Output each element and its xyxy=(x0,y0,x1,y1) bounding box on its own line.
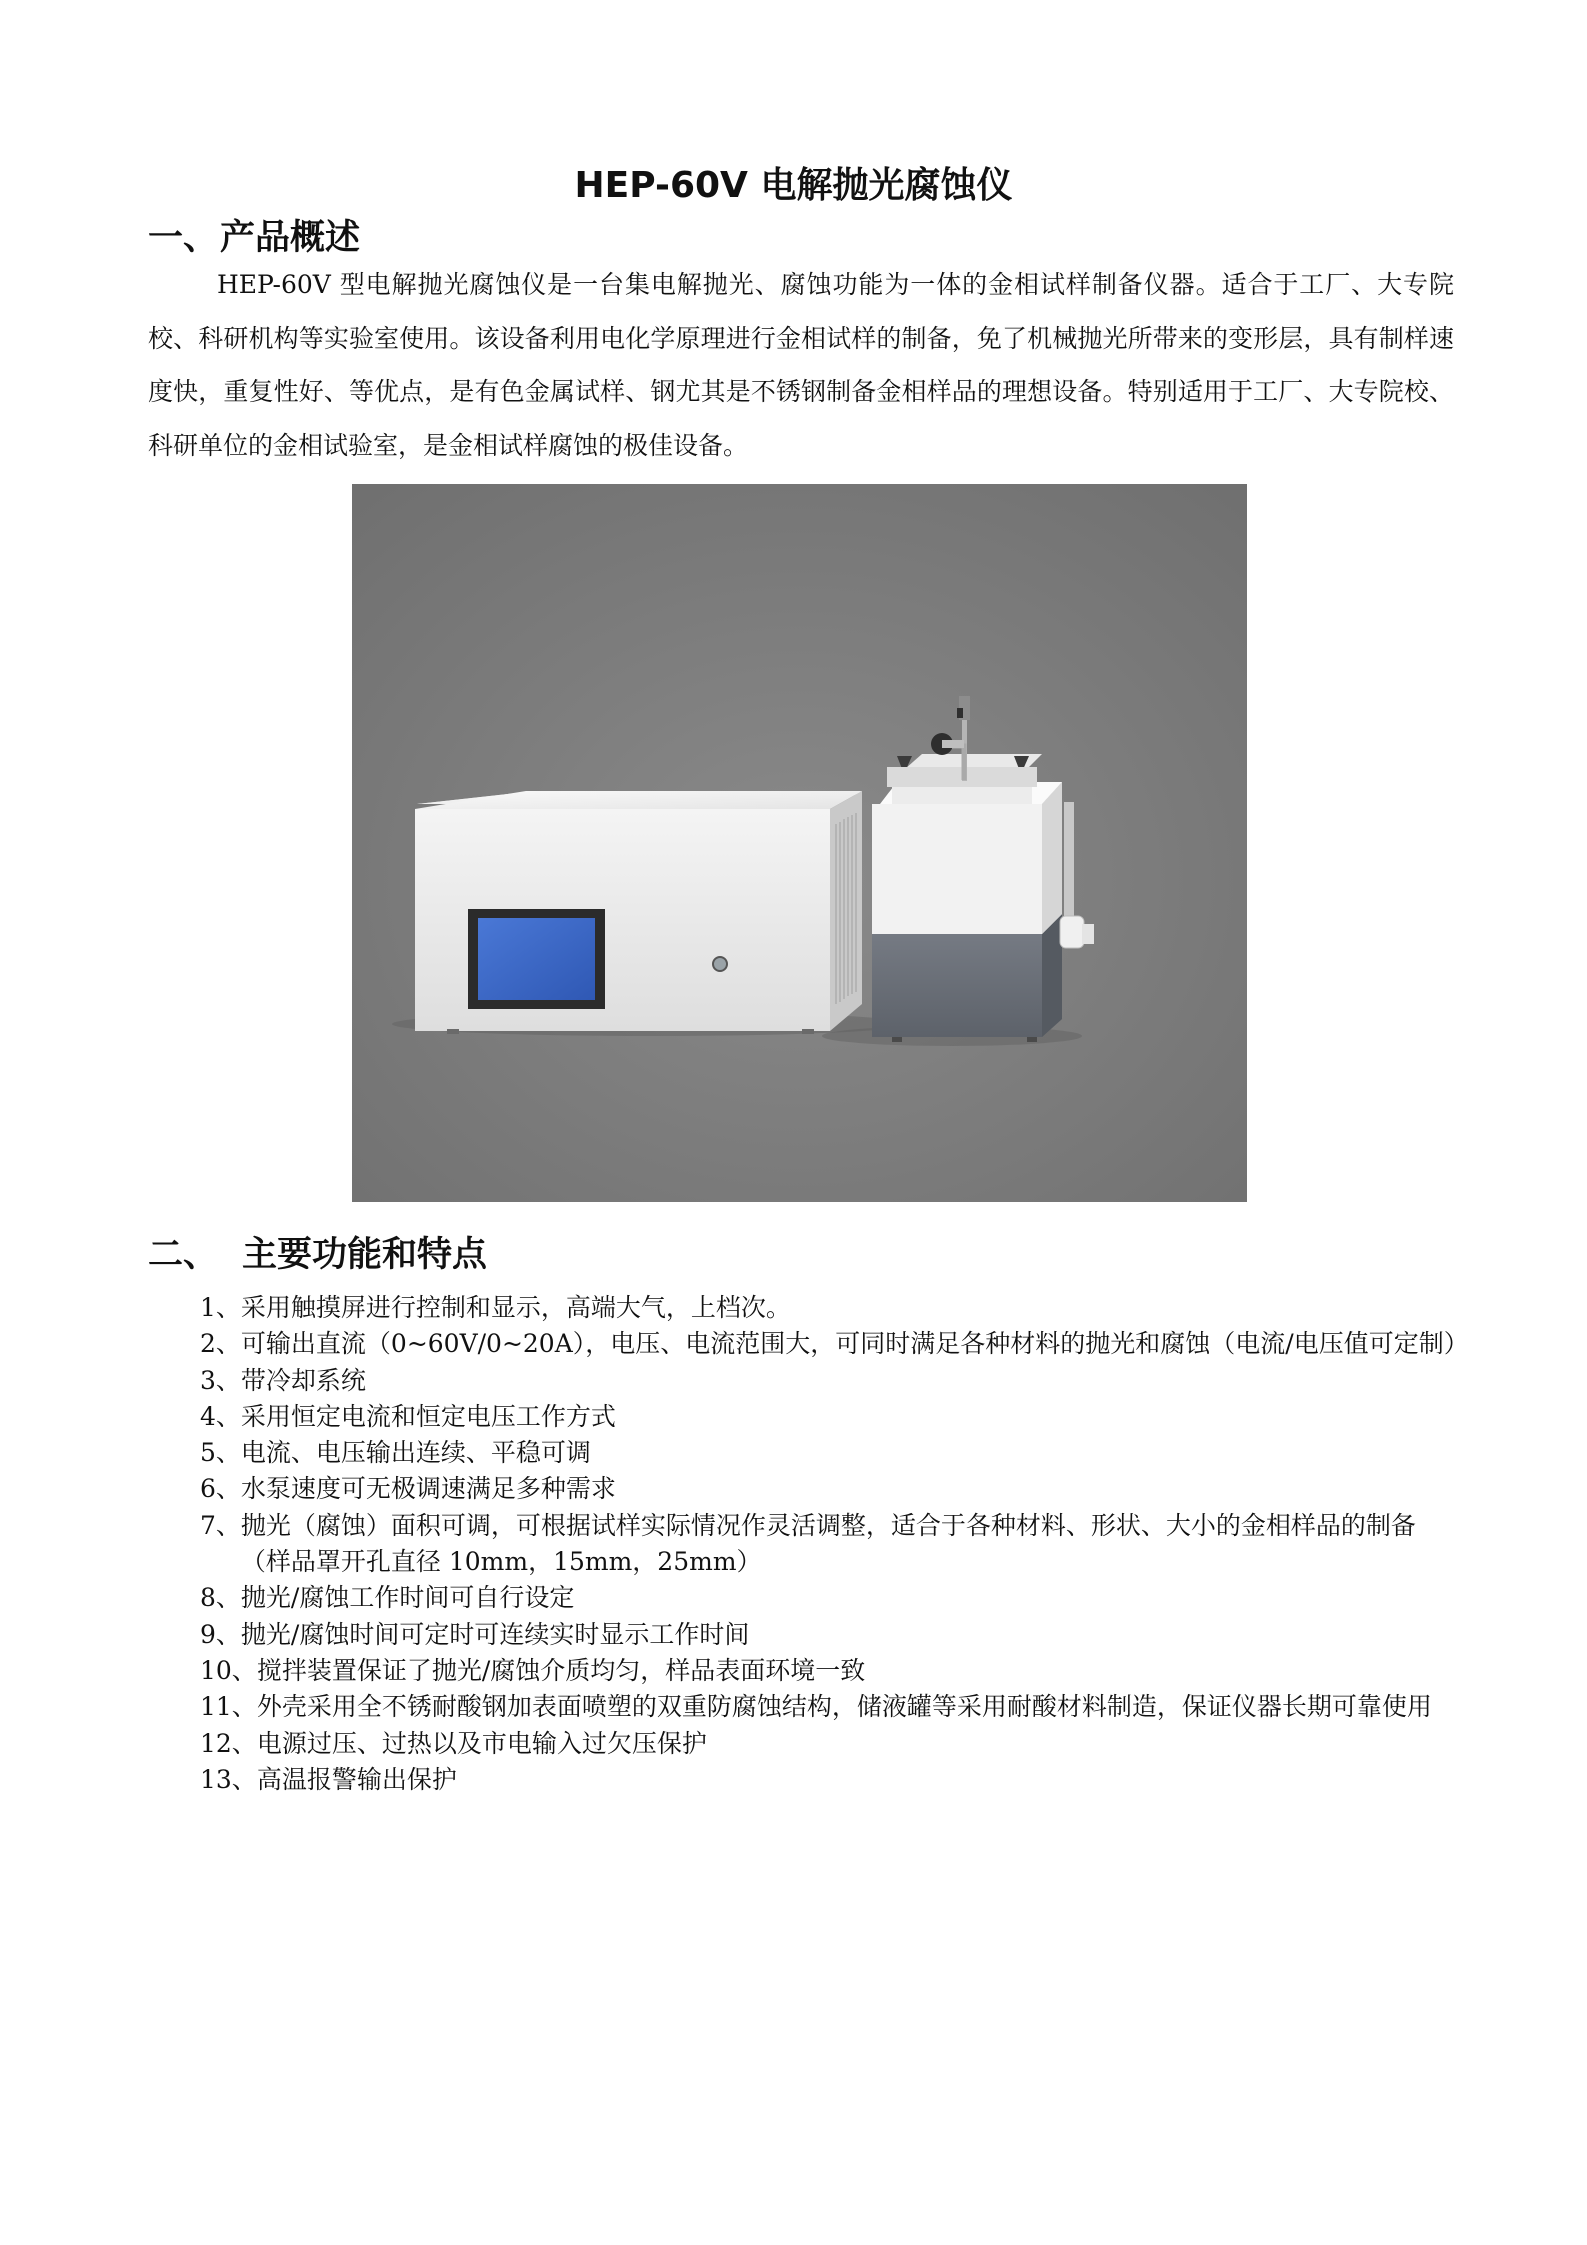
list-item xyxy=(200,1399,1460,1435)
item-text: 外壳采用全不锈耐酸钢加表面喷塑的双重防腐蚀结构，储液罐等采用耐酸材料制造，保证仪器长期可靠使用 xyxy=(256,1692,1432,1722)
list-item xyxy=(200,1689,1460,1725)
item-number: 5、 xyxy=(200,1438,241,1468)
section-number: 一、 xyxy=(148,217,219,258)
item-number: 6、 xyxy=(200,1474,241,1504)
list-item xyxy=(200,1508,1460,1581)
product-photo xyxy=(352,484,1247,1202)
item-number: 1、 xyxy=(200,1293,241,1322)
side-pipe xyxy=(1064,802,1074,922)
list-item xyxy=(200,1363,1460,1399)
item-number: 12、 xyxy=(200,1728,257,1758)
item-number: 9、 xyxy=(200,1619,241,1649)
document-title: HEP-60V 电解抛光腐蚀仪 xyxy=(574,165,1013,206)
list-item xyxy=(200,1326,1469,1362)
item-number: 13、 xyxy=(200,1764,257,1794)
item-text: 抛光/腐蚀时间可定时可连续实时显示工作时间 xyxy=(240,1619,750,1649)
section-number: 二、 xyxy=(148,1234,219,1275)
list-item xyxy=(200,1471,1460,1507)
item-text: 水泵速度可无极调速满足多种需求 xyxy=(240,1474,616,1504)
section-heading-overview xyxy=(148,215,360,261)
item-text: 可输出直流（0~60V/0~20A），电压、电流范围大，可同时满足各种材料的抛光和腐蚀（电流/电压值可定制） xyxy=(240,1329,1469,1359)
item-number: 4、 xyxy=(200,1401,241,1431)
list-item xyxy=(200,1762,1460,1798)
list-item xyxy=(200,1653,1460,1689)
list-item xyxy=(200,1617,1460,1653)
item-number: 10、 xyxy=(200,1655,257,1685)
list-item xyxy=(200,1726,1460,1762)
power-button-icon xyxy=(713,957,727,971)
item-text: 电源过压、过热以及市电输入过欠压保护 xyxy=(256,1728,707,1758)
item-number: 8、 xyxy=(200,1583,241,1613)
item-text: 抛光/腐蚀工作时间可自行设定 xyxy=(240,1583,575,1613)
item-number: 11、 xyxy=(200,1692,257,1722)
item-text: 高温报警输出保护 xyxy=(256,1764,457,1794)
item-number: 7、 xyxy=(200,1510,241,1540)
item-text: 抛光（腐蚀）面积可调，可根据试样实际情况作灵活调整，适合于各种材料、形状、大小的金相样品的制备（样品罩开孔直径 10mm，15mm，25mm） xyxy=(240,1510,1416,1577)
item-text: 带冷却系统 xyxy=(240,1365,366,1395)
item-text: 搅拌装置保证了抛光/腐蚀介质均匀，样品表面环境一致 xyxy=(256,1655,866,1685)
section-heading-features xyxy=(148,1232,487,1278)
feature-list xyxy=(200,1290,1469,1798)
overview-paragraph: HEP-60V 型电解抛光腐蚀仪是一台集电解抛光、腐蚀功能为一体的金相试样制备仪器。适合于工厂、大专院校、科研机构等实验室使用。该设备利用电化学原理进行金相试样的制备，免了机械抛光所带来的变形层，具有制样速度快，重复性好、等优点，是有色金属试样、钢尤其是不锈钢制备金相样品的理想设备。特别适用于工厂、大专院校、科研单位的金相试验室，是金相试样腐蚀的极佳设备。 xyxy=(148,270,1454,460)
section-title: 主要功能和特点 xyxy=(242,1234,488,1275)
section-title: 产品概述 xyxy=(220,217,361,258)
touchscreen xyxy=(478,918,595,1000)
list-item xyxy=(200,1580,1460,1616)
item-number: 3、 xyxy=(200,1365,241,1395)
item-text: 采用触摸屏进行控制和显示，高端大气，上档次。 xyxy=(240,1293,791,1322)
item-text: 电流、电压输出连续、平稳可调 xyxy=(240,1438,591,1468)
item-number: 2、 xyxy=(200,1329,241,1359)
list-item xyxy=(200,1290,1460,1326)
power-controller-unit xyxy=(392,791,912,1036)
list-item xyxy=(200,1435,1460,1471)
item-text: 采用恒定电流和恒定电压工作方式 xyxy=(240,1401,616,1431)
